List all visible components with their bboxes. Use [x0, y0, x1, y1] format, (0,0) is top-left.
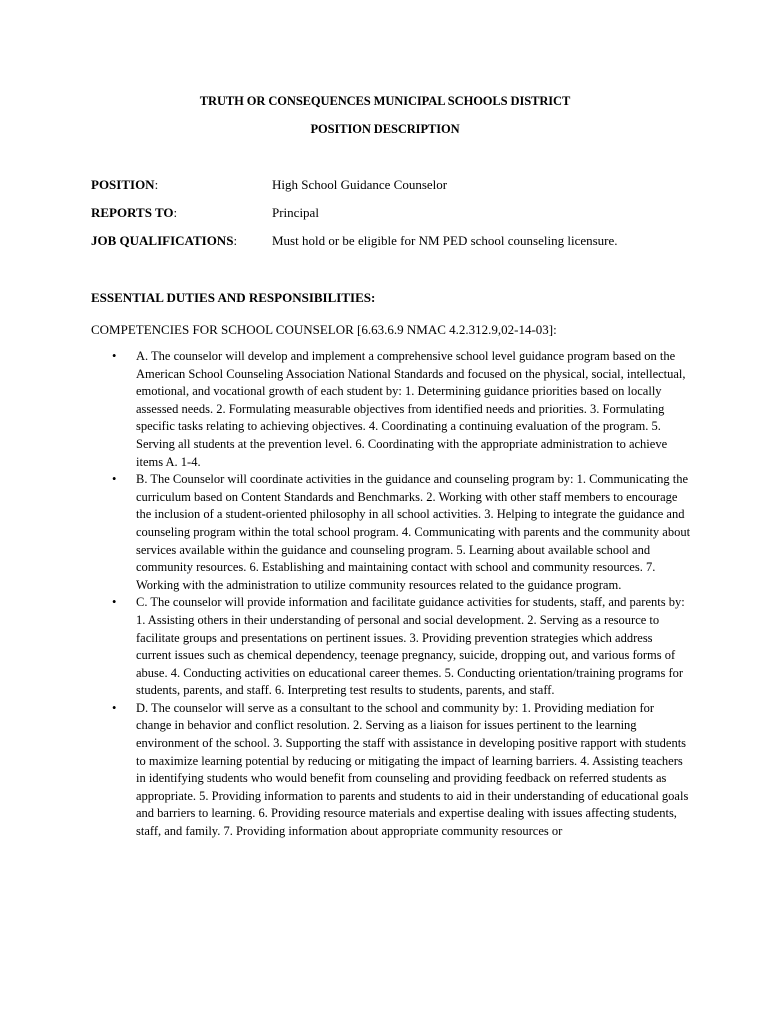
duties-list — [91, 348, 691, 841]
position-colon: : — [154, 177, 159, 192]
position-label: POSITION — [91, 177, 155, 192]
reports-to-label: REPORTS TO — [91, 205, 174, 220]
reports-to-colon: : — [173, 205, 178, 220]
duty-item-b: • B. The Counselor will coordinate activities in the guidance and counseling program by: 1. Communicating the curriculum based on Content Standards and Benchmarks. 2. Working with other staff members to encourage the inclusion of a student-oriented philosophy in all school activities. 3. Helping to integrate the guidance and counseling program within the total school program. 4. Communicating with parents and the community about services available within the guidance and counseling program. 5. Learning about available school and community resources. 6. Establishing and maintaining contact with school and community resources. 7. Working with the administration to utilize community resources related to the guidance program. — [91, 471, 691, 594]
position-field-label — [91, 177, 158, 193]
qualifications-colon: : — [233, 233, 238, 248]
reports-to-value: Principal — [272, 205, 319, 220]
duty-item-a: • A. The counselor will develop and implement a comprehensive school level guidance program based on the American School Counseling Association National Standards and focused on the physical, social, intellectual, emotional, and vocational growth of each student by: 1. Determining guidance priorities based on locally assessed needs. 2. Formulating measurable objectives from identified needs and priorities. 3. Formulating specific tasks relating to achieving objectives. 4. Coordinating a continuing evaluation of the program. 5. Serving all students at the prevention level. 6. Coordinating with the appropriate administration to achieve items A. 1-4. — [91, 348, 691, 471]
qualifications-field-label — [91, 233, 237, 249]
section-heading: ESSENTIAL DUTIES AND RESPONSIBILITIES: — [91, 290, 376, 305]
position-value: High School Guidance Counselor — [272, 177, 448, 192]
reports-to-field-label — [91, 205, 177, 221]
qualifications-value: Must hold or be eligible for NM PED school counseling licensure. — [272, 233, 618, 248]
qualifications-label: JOB QUALIFICATIONS — [91, 233, 234, 248]
district-title: TRUTH OR CONSEQUENCES MUNICIPAL SCHOOLS DISTRICT — [199, 94, 571, 108]
duty-item-c: • C. The counselor will provide information and facilitate guidance activities for students, staff, and parents by: 1. Assisting others in their understanding of personal and social development. 2. Serving as a resource to facilitate groups and presentations on pertinent issues. 3. Providing prevention strategies which address current issues such as chemical dependency, teenage pregnancy, suicide, dropping out, and various forms of abuse. 4. Conducting activities on educational career themes. 5. Conducting orientation/training programs for students, parents, and staff. 6. Interpreting test results to students, parents, and staff. — [91, 594, 691, 700]
document-title: POSITION DESCRIPTION — [310, 122, 460, 136]
competencies-heading: COMPETENCIES FOR SCHOOL COUNSELOR [6.63.6.9 NMAC 4.2.312.9,02-14-03]: — [91, 322, 557, 337]
duty-item-d: • D. The counselor will serve as a consultant to the school and community by: 1. Providing mediation for change in behavior and conflict resolution. 2. Serving as a liaison for issues pertinent to the learning environment of the school. 3. Supporting the staff with assistance in developing positive rapport with students to maximize learning potential by reducing or mitigating the impact of learning barriers. 4. Assisting teachers in identifying students who would benefit from counseling and providing feedback on referred students as appropriate. 5. Providing information to parents and students to aid in their understanding of educational goals and barriers to learning. 6. Providing resource materials and expertise dealing with issues affecting students, staff, and family. 7. Providing information about appropriate community resources or — [91, 700, 691, 841]
